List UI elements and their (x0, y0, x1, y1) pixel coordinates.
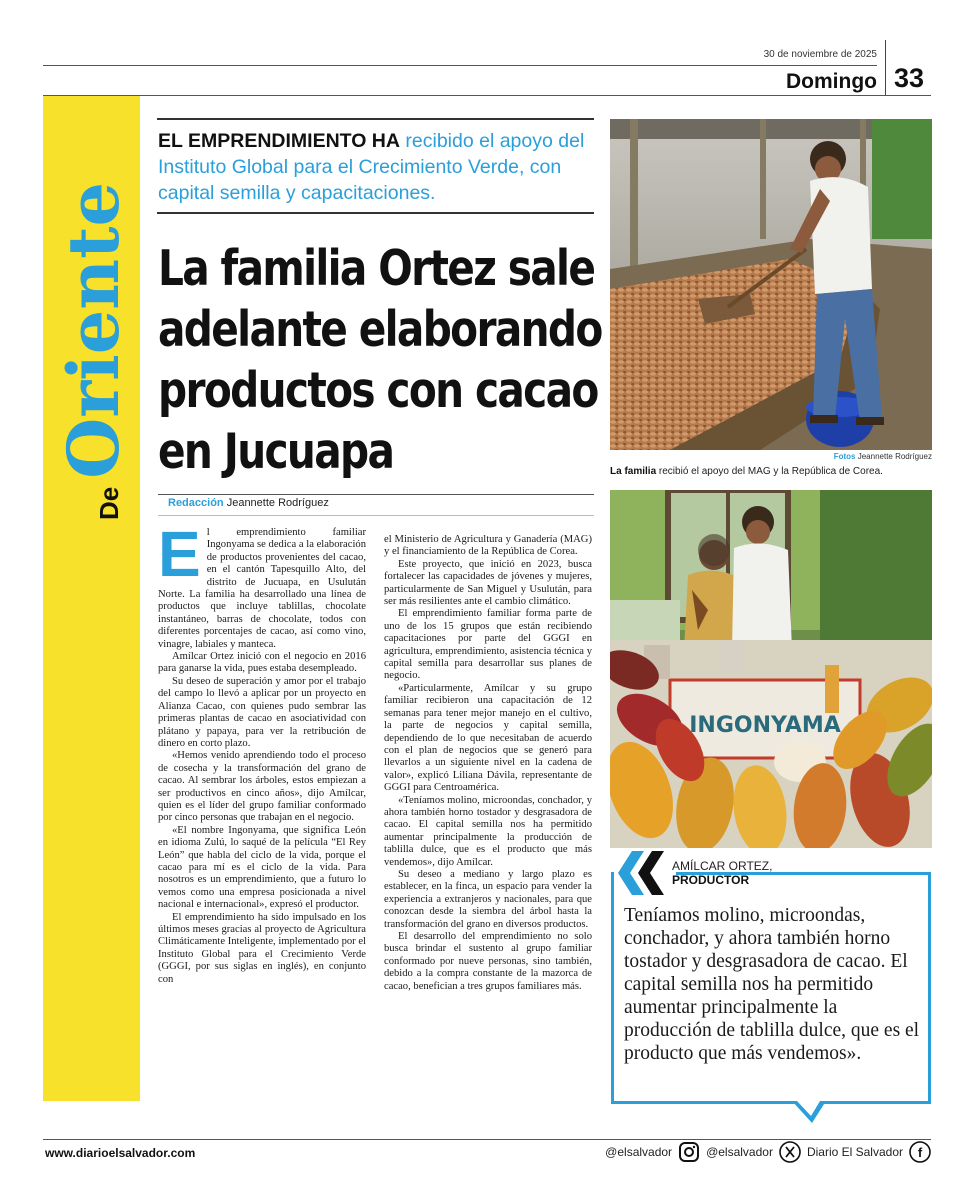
page-number: 33 (894, 63, 925, 93)
paragraph: El emprendimiento familiar forma parte de uno de los 15 grupos que están recibiendo capacitaciones por parte del GGGI en agricultura, emprendimiento, asistencia técnica y capital semilla para desarrollar sus planes de negocio. (384, 608, 592, 682)
issue-date: 30 de noviembre de 2025 (763, 49, 877, 60)
paragraph: Este proyecto, que inició en 2023, busca fortalecer las capacidades de jóvenes y mujeres, particularmente de San Miguel y Usulután, para ser más resilientes ante el cambio climático. (384, 558, 592, 608)
caption-rest: recibió el apoyo del MAG y la República de Corea. (656, 466, 883, 477)
paragraph: «El nombre Ingonyama, que significa León en idioma Zulú, lo saqué de la película “El Rey León” que habla del ciclo de la vida, porque el cacao para mí es el ciclo de la vida. Para nosotros es un emprendimiento, que a futuro lo vemos como una empresa posicionada a nivel nacional e internacional», expresó el productor. (158, 824, 366, 911)
paragraph: El desarrollo del emprendimiento no solo busca brindar el sustento al grupo familiar conformado por nueve personas, sino también, debido a la compra constante de la mazorca de cacao, benefician a tres grupos familiares más. (384, 931, 592, 992)
website-link[interactable]: www.diarioelsalvador.com (45, 1146, 196, 1160)
kicker-lead: EL EMPRENDIMIENTO HA (158, 130, 400, 152)
x-handle[interactable]: @elsalvador (706, 1145, 773, 1159)
quote-attribution (672, 859, 772, 887)
article-column-2 (384, 534, 592, 1124)
photo-credit (610, 452, 932, 461)
header-vertical-divider (885, 40, 886, 96)
paragraph: Su deseo a mediano y largo plazo es establecer, en la finca, un espacio para vender la experiencia a extranjeros y nacionales, para que conozcan desde la siembra del árbol hasta la transformación del grano en diversos productos. (384, 868, 592, 930)
header-bottom-divider (43, 95, 931, 96)
section-prefix: De (94, 486, 124, 520)
cacao-drying-photo (610, 119, 932, 450)
kicker-rest: recibido el apoyo del Instituto Global para el Crecimiento Verde, con capital semilla y capacitaciones. (158, 130, 585, 204)
section-title (52, 182, 135, 520)
byline-author: Jeannette Rodríguez (226, 497, 329, 509)
footer-divider (43, 1139, 931, 1140)
paragraph: «Hemos venido aprendiendo todo el proceso de cosecha y la transformación del grano de cacao. Al sembrar los árboles, estos empiezan a ser productivos en cinco años», dijo Amílcar, quien es el líder del grupo familiar conformado por cinco personas que trabajan en el negocio. (158, 750, 366, 824)
instagram-handle[interactable]: @elsalvador (605, 1145, 673, 1159)
paragraph: Amílcar Ortez inició con el negocio en 2016 para ganarse la vida, pues estaba desempleado. (158, 651, 366, 675)
photo-credit-label: Fotos (833, 452, 856, 461)
header-divider (43, 65, 877, 66)
paragraph: «Teníamos molino, microondas, conchador, y ahora también horno tostador y desgrasadora de cacao. El capital semilla nos ha permitido aumentar principalmente la producción de tablilla dulce, que es el producto que más vendemos», dijo Amílcar. (384, 794, 592, 868)
caption-lead: La familia (610, 466, 657, 477)
photo-caption (610, 466, 883, 477)
quote-mark-icon (618, 845, 674, 901)
byline-label: Redacción (168, 497, 224, 509)
issue-day: Domingo (786, 70, 877, 93)
quote-author: AMÍLCAR ORTEZ, (672, 859, 773, 873)
quote-role: PRODUCTOR (672, 873, 750, 887)
facebook-icon[interactable] (909, 1141, 931, 1163)
svg-text:f: f (917, 1145, 923, 1160)
paragraph: el Ministerio de Agricultura y Ganadería (MAG) y el financiamiento de la República de Corea. (384, 534, 592, 558)
social-links (605, 1141, 931, 1163)
x-icon[interactable] (779, 1141, 801, 1163)
family-cacao-pods-photo (610, 490, 932, 848)
ingonyama-sign: INGONYAMA (689, 713, 841, 738)
quote-tail (792, 1101, 832, 1125)
instagram-icon[interactable] (678, 1141, 700, 1163)
byline-top-rule (158, 494, 594, 495)
byline-bottom-rule (158, 515, 594, 516)
kicker (158, 128, 594, 206)
paragraph: «Particularmente, Amílcar y su grupo familiar recibieron una capacitación de 12 semanas para tener mejor manejo en el cultivo, la parte de negocios y capital semilla, dependiendo de lo que necesitaban de acuerdo con el plan de negocios que se generó para llevarlos a un siguiente nivel en la cadena de valor», explicó Liliana Dávila, representante de GGGI para Centroamérica. (384, 682, 592, 794)
headline: La familia Ortez sale adelante elaborando productos con cacao en Jucuapa (158, 240, 602, 480)
photo-credit-name: Jeannette Rodríguez (857, 452, 932, 461)
drop-cap: E (158, 527, 201, 590)
kicker-bottom-rule (157, 212, 594, 214)
byline (168, 497, 329, 509)
kicker-top-rule (157, 118, 594, 120)
facebook-page-name[interactable]: Diario El Salvador (806, 1145, 903, 1159)
pull-quote-text: Teníamos molino, microondas, conchador, y ahora también horno tostador y desgrasadora de cacao. El capital semilla nos ha permitido aumentar principalmente la producción de tablilla dulce, que es el producto que más vendemos». (624, 905, 920, 1064)
article-column-1 (158, 527, 366, 1117)
paragraph: El emprendimiento familiar Ingonyama se dedica a la elaboración de productos provenientes del cacao, en el cantón Tapesquillo Alto, del distrito de Jucuapa, en Usulután Norte. La familia ha desarrollado una línea de productos que incluye tablillas, chocolate instantáneo, barras de chocolate, todos con diferentes porcentajes de cacao, así como vino, vinagre, labiales y manteca. (158, 527, 366, 650)
paragraph: El emprendimiento ha sido impulsado en los últimos meses gracias al proyecto de Agricultura Climáticamente Inteligente, implementado por el Instituto Global para el Crecimiento Verde (GGGI, por sus siglas en inglés), en conjunto con (158, 911, 366, 985)
section-name: Oriente (52, 182, 135, 479)
paragraph: Su deseo de superación y amor por el trabajo del campo lo llevó a aplicar por un proyecto en Alianza Cacao, con quienes pudo sembrar las primeras plantas de cacao en asociatividad con plátano y papaya, para ver la retribución de dinero en corto plazo. (158, 675, 366, 749)
